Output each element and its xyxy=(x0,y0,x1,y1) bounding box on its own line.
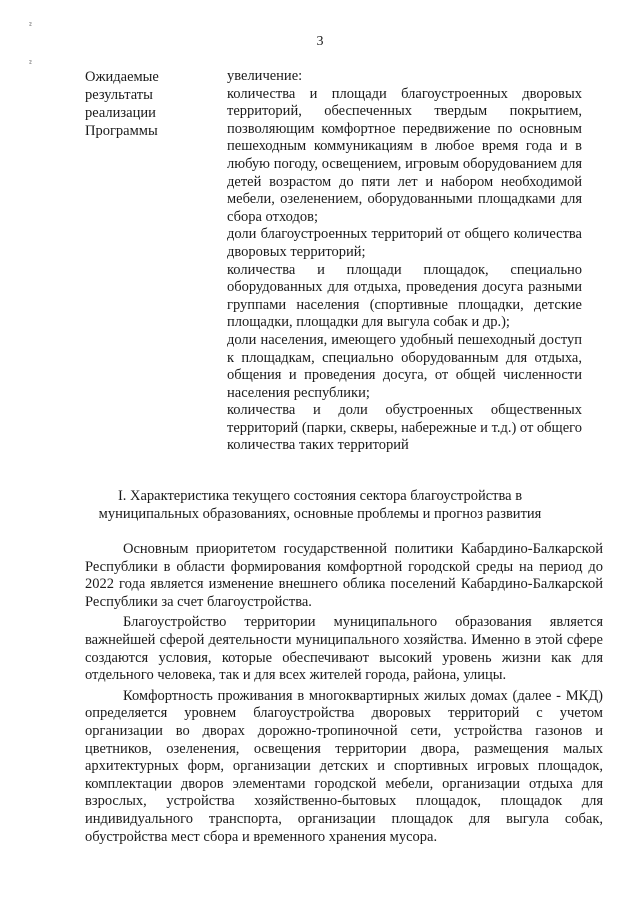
program-results xyxy=(227,68,582,455)
paragraph: Основным приоритетом государственной политики Кабардино-Балкарской Республики в области формирования комфортной городской среды на период до 2022 года является изменение внешнего облика поселений Кабардино-Балкарской Республики за счет благоустройства. xyxy=(85,541,603,610)
margin-mark: ² xyxy=(29,58,32,68)
program-label xyxy=(85,68,215,140)
margin-mark: ² xyxy=(29,20,32,30)
section-heading-line: I. Характеристика текущего состояния сектора благоустройства в xyxy=(117,488,523,504)
result-item: доли благоустроенных территорий от общего количества дворовых территорий; xyxy=(227,226,582,260)
section-heading xyxy=(60,487,580,523)
result-item: доли населения, имеющего удобный пешеходный доступ к площадкам, специально оборудованным для отдыха, общения и проведения досуга, от общей численности населения республики; xyxy=(227,331,582,401)
paragraph: Комфортность проживания в многоквартирных жилых домах (далее - МКД) определяется уровнем благоустройства дворовых территорий с учетом организации во дворах дорожно-тропиночной сети, устройства газонов и цветников, озеленения, освещения территории двора, размещения малых архитектурных форм, организации детских и спортивных игровых площадок, комплектации дворов элементами городской мебели, организации отдыха для взрослых, устройства хозяйственно-бытовых площадок, площадок для индивидуального транспорта, организации площадок для выгула собак, обустройства мест сбора и временного хранения мусора. xyxy=(85,687,603,845)
result-item: количества и площади площадок, специально оборудованных для отдыха, проведения досуга разными группами населения (спортивные площадки, детские площадки, площадки для выгула собак и др.); xyxy=(227,261,582,331)
program-label-line: результаты xyxy=(85,87,153,103)
result-item: увеличение: xyxy=(227,68,303,84)
result-item: количества и доли обустроенных общественных территорий (парки, скверы, набережные и т.д.) от общего количества таких территорий xyxy=(227,402,582,454)
result-item: количества и площади благоустроенных дворовых территорий, обеспеченных твердым покрытием, позволяющим комфортное передвижение по основным пешеходным коммуникациям в любое время года и в любую погоду, освещением, игровым оборудованием для детей возрастом до пяти лет и набором необходимой мебели, озеленением, оборудованными площадками для сбора отходов; xyxy=(227,85,582,225)
page-number: 3 xyxy=(316,34,324,49)
paragraph: Благоустройство территории муниципального образования является важнейшей сферой деятельности муниципального хозяйства. Именно в этой сфере создаются условия, которые обеспечивают высокий уровень жизни как для отдельного человека, так и для всех жителей города, района, улицы. xyxy=(85,614,603,684)
program-label-line: реализации xyxy=(85,105,156,121)
section-body xyxy=(85,541,603,849)
program-label-line: Ожидаемые xyxy=(85,69,159,85)
program-label-line: Программы xyxy=(85,123,158,139)
section-heading-line: муниципальных образованиях, основные проблемы и прогноз развития xyxy=(98,506,542,522)
